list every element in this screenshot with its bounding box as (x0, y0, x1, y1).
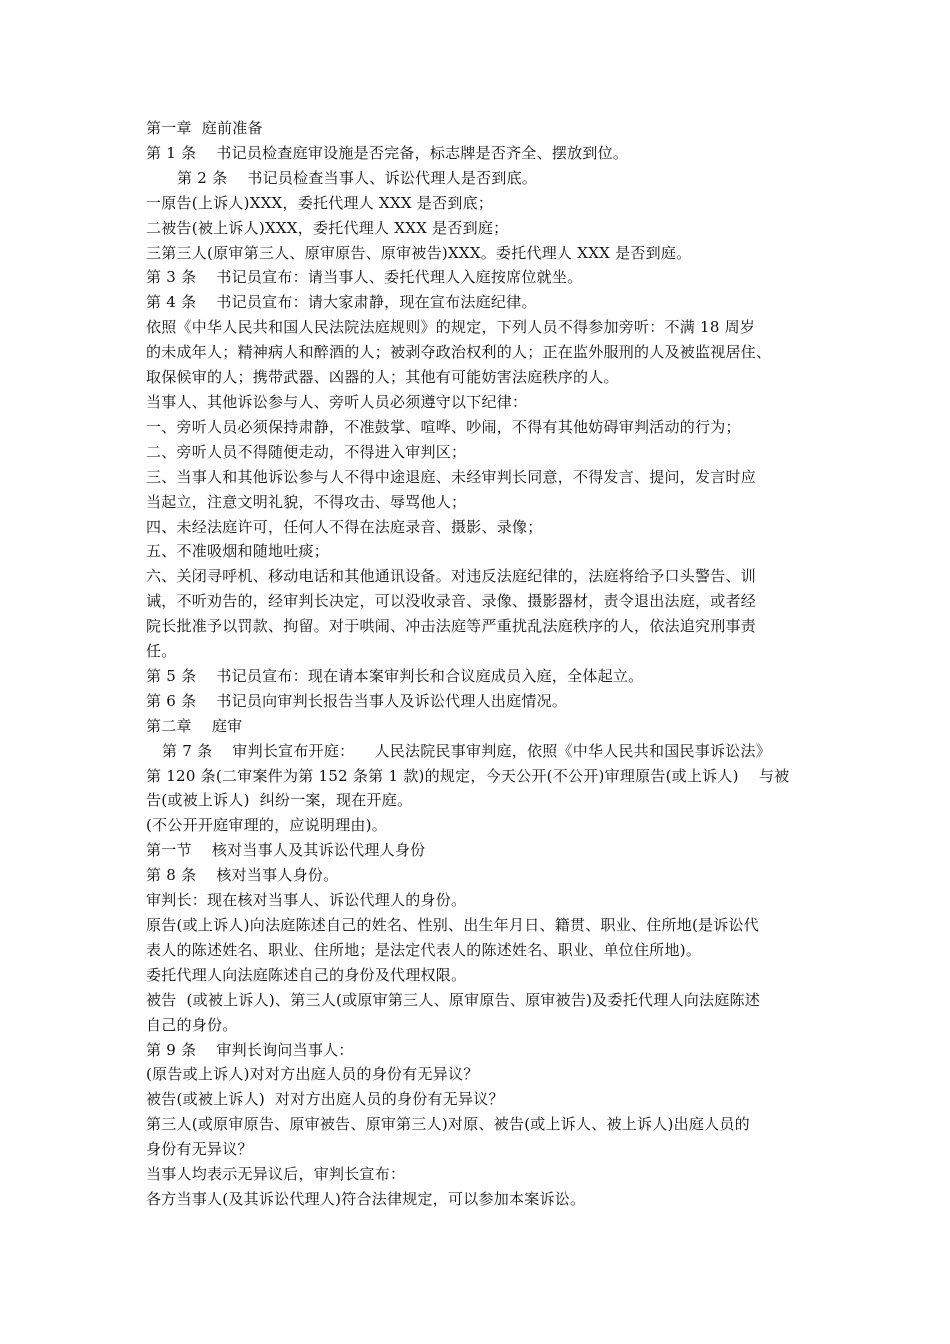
article-paragraph: 第 5 条 书记员宣布：现在请本案审判长和合议庭成员入庭，全体起立。 (146, 666, 644, 685)
text-line: 被告 (或被上诉人)、第三人(或原审第三人、原审原告、原审被告)及委托代理人向法庭陈述 (146, 990, 760, 1009)
text-line: 自己的身份。 (146, 1015, 238, 1034)
article-paragraph: 第 6 条 书记员向审判长报告当事人及诉讼代理人出庭情况。 (146, 691, 568, 710)
text-line: (原告或上诉人)对对方出庭人员的身份有无异议？ (146, 1065, 479, 1084)
text-line: 当事人、其他诉讼参与人、旁听人员必须遵守以下纪律： (146, 392, 528, 411)
text-line: 第 120 条(二审案件为第 152 条第 1 款)的规定，今天公开(不公开)审理原告(或上诉人) 与被 (146, 766, 790, 785)
text-line: 依照《中华人民共和国人民法院法庭规则》的规定，下列人员不得参加旁听：不满 18 周岁 (146, 318, 756, 337)
text-line: 当起立，注意文明礼貌，不得攻击、辱骂他人； (146, 492, 467, 511)
list-item: 四、未经法庭许可，任何人不得在法庭录音、摄影、录像； (146, 517, 543, 536)
article-paragraph: 第 3 条 书记员宣布：请当事人、委托代理人入庭按席位就坐。 (146, 268, 583, 287)
text-line: 各方当事人(及其诉讼代理人)符合法律规定，可以参加本案诉讼。 (146, 1189, 586, 1208)
text-line: (不公开开庭审理的，应说明理由)。 (146, 816, 387, 835)
article-paragraph: 第 2 条 书记员检查当事人、诉讼代理人是否到底。 (177, 168, 538, 187)
chapter-heading: 第二章 庭审 (146, 716, 243, 735)
chapter-heading: 第一章 庭前准备 (146, 119, 263, 137)
text-line: 第三人(或原审原告、原审被告、原审第三人)对原、被告(或上诉人、被上诉人)出庭人员的 (146, 1115, 750, 1134)
text-line: 的未成年人；精神病人和醉酒的人；被剥夺政治权利的人；正在监外服刑的人及被监视居住、 (146, 343, 772, 362)
article-paragraph: 第 1 条 书记员检查庭审设施是否完备，标志牌是否齐全、摆放到位。 (146, 143, 629, 162)
text-line: 身份有无异议？ (146, 1140, 253, 1159)
text-line: 诫，不听劝告的，经审判长决定，可以没收录音、录像、摄影器材，责令退出法庭，或者经 (146, 592, 757, 611)
article-paragraph: 第 7 条 审判长宣布开庭： 人民法院民事审判庭，依照《中华人民共和国民事诉讼法》 (162, 741, 771, 760)
list-item: 一、旁听人员必须保持肃静，不准鼓掌、喧哗、吵闹，不得有其他妨碍审判活动的行为； (146, 417, 741, 436)
list-item: 三、当事人和其他诉讼参与人不得中途退庭、未经审判长同意，不得发言、提问，发言时应 (146, 467, 757, 486)
document-body (146, 116, 811, 1212)
text-line: 表人的陈述姓名、职业、住所地；是法定代表人的陈述姓名、职业、单位住所地)。 (146, 940, 702, 959)
text-line: 任。 (146, 642, 177, 661)
text-line: 审判长：现在核对当事人、诉讼代理人的身份。 (146, 891, 467, 910)
text-line: 院长批准予以罚款、拘留。对于哄闹、冲击法庭等严重扰乱法庭秩序的人，依法追究刑事责 (146, 617, 757, 636)
text-line: 原告(或上诉人)向法庭陈述自己的姓名、性别、出生年月日、籍贯、职业、住所地(是诉讼代 (146, 916, 760, 934)
article-paragraph: 第 4 条 书记员宣布：请大家肃静，现在宣布法庭纪律。 (146, 293, 537, 312)
text-line: 委托代理人向法庭陈述自己的身份及代理权限。 (146, 965, 467, 984)
list-item: 二、旁听人员不得随便走动，不得进入审判区； (146, 442, 467, 461)
text-line: 被告(或被上诉人) 对对方出庭人员的身份有无异议？ (146, 1090, 504, 1109)
list-item: 六、关闭寻呼机、移动电话和其他通讯设备。对违反法庭纪律的，法庭将给予口头警告、训 (146, 567, 757, 586)
text-line: 取保候审的人；携带武器、凶器的人；其他有可能妨害法庭秩序的人。 (146, 368, 619, 387)
list-item: 五、不准吸烟和随地吐痰； (146, 542, 330, 561)
text-line: 当事人均表示无异议后，审判长宣布： (146, 1165, 406, 1184)
text-line: 一原告(上诉人)XXX，委托代理人 XXX 是否到底； (146, 193, 494, 212)
article-paragraph: 第 8 条 核对当事人身份。 (146, 866, 339, 885)
text-line: 二被告(被上诉人)XXX，委托代理人 XXX 是否到庭； (146, 218, 509, 237)
article-paragraph: 第 9 条 审判长询问当事人： (146, 1040, 354, 1059)
text-line: 三第三人(原审第三人、原审原告、原审被告)XXX。委托代理人 XXX 是否到庭。 (146, 243, 692, 262)
section-heading: 第一节 核对当事人及其诉讼代理人身份 (146, 841, 426, 860)
text-line: 告(或被上诉人) 纠纷一案，现在开庭。 (146, 791, 413, 810)
